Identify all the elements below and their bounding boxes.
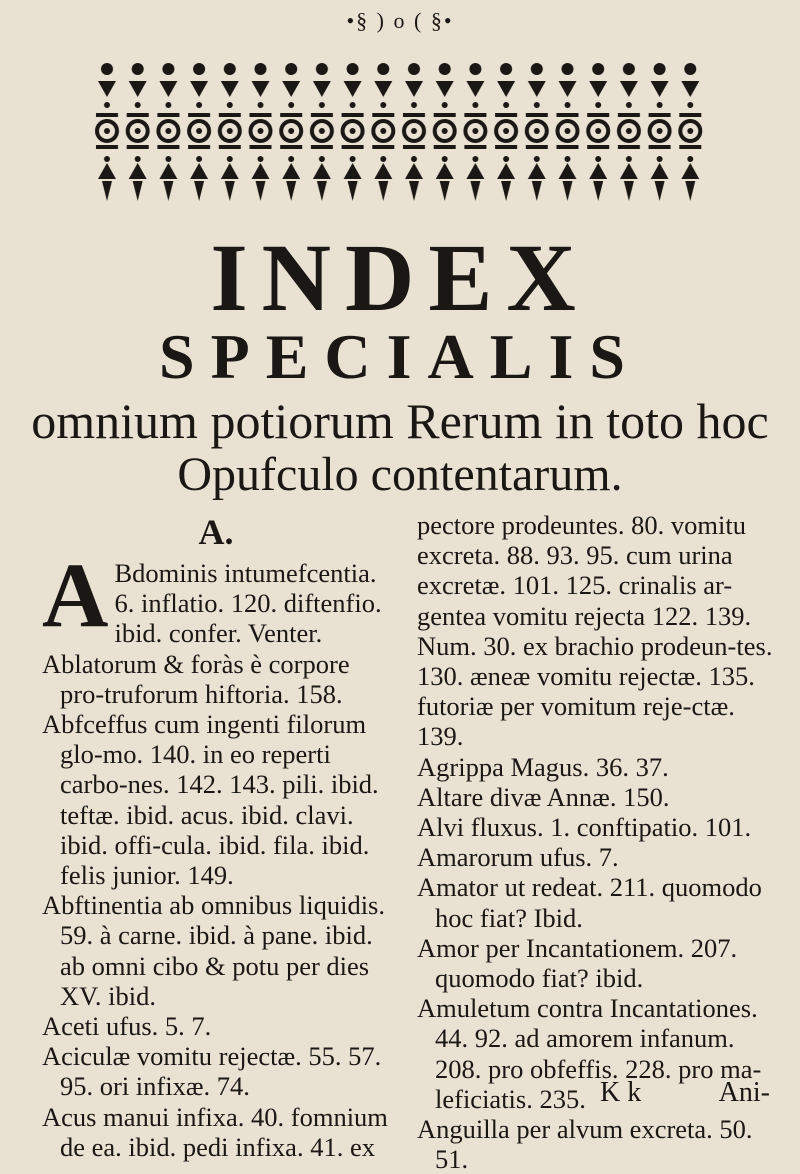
index-entry: Agrippa Magus. 36. 37.: [417, 751, 669, 782]
index-entry: Amor per Incantationem. 207. quomodo fiat? ibid.: [417, 932, 738, 994]
section-letter: A.: [198, 512, 234, 552]
title-index: INDEX: [210, 224, 590, 331]
header-ornament: •§ ) o ( §•: [346, 8, 454, 33]
catchword-line: [600, 1077, 770, 1109]
signature-mark: K k: [600, 1077, 642, 1108]
index-entry: Aceti ufus. 5. 7.: [42, 1011, 212, 1042]
decorative-ornament-band: [92, 55, 706, 205]
index-entry: Alvi fluxus. 1. conftipatio. 101.: [417, 812, 752, 843]
right-column: [417, 510, 773, 1174]
index-entry: Amarorum ufus. 7.: [417, 842, 619, 873]
title-specialis: SPECIALIS: [159, 321, 641, 392]
index-entry: Amuletum contra Incantationes. 44. 92. ad amorem infanum. 208. pro obfeffis. 228. pro ma-leficiatis. 235.: [417, 993, 762, 1114]
index-entry: Acus manui infixa. 40. fomnium de ea. ibid. pedi infixa. 41. ex: [42, 1101, 388, 1162]
index-entry: Altare divæ Annæ. 150.: [417, 781, 670, 812]
index-entry: Aciculæ vomitu rejectæ. 55. 57. 95. ori infixæ. 74.: [42, 1041, 382, 1102]
left-column: [42, 510, 390, 1162]
index-entry: ABdominis intumefcentia. 6. inflatio. 120. diftenfio. ibid. confer. Venter.: [42, 544, 382, 649]
index-entry: Abfceffus cum ingenti filorum glo-mo. 140. in eo reperti carbo-nes. 142. 143. pili. ibid. teftæ. ibid. acus. ibid. clavi. ibid. offi-cula. ibid. fila. ibid. felis junior. 149.: [42, 709, 379, 891]
index-entry: Abftinentia ab omnibus liquidis. 59. à carne. ibid. à pane. ibid. ab omni cibo & potu per dies XV. ibid.: [42, 890, 385, 1011]
index-entry: pectore prodeuntes. 80. vomitu excreta. 88. 93. 95. cum urina excretæ. 101. 125. crinalis ar-gentea vomitu rejecta 122. 139. Num. 30. ex brachio prodeun-tes. 130. æneæ vomitu rejectæ. 135. futoriæ per vomitum reje-ctæ. 139.: [417, 510, 773, 752]
index-entry: Amator ut redeat. 211. quomodo hoc fiat? Ibid.: [417, 872, 762, 933]
subtitle-line-2: Opufculo contentarum.: [177, 448, 623, 501]
catchword: Ani-: [718, 1077, 770, 1108]
index-entry: Ablatorum & foràs è corpore pro-truforum hiftoria. 158.: [42, 648, 350, 709]
subtitle-line-1: omnium potiorum Rerum in toto hoc: [31, 393, 769, 449]
index-entry: Anguilla per alvum excreta. 50. 51.: [417, 1114, 753, 1174]
